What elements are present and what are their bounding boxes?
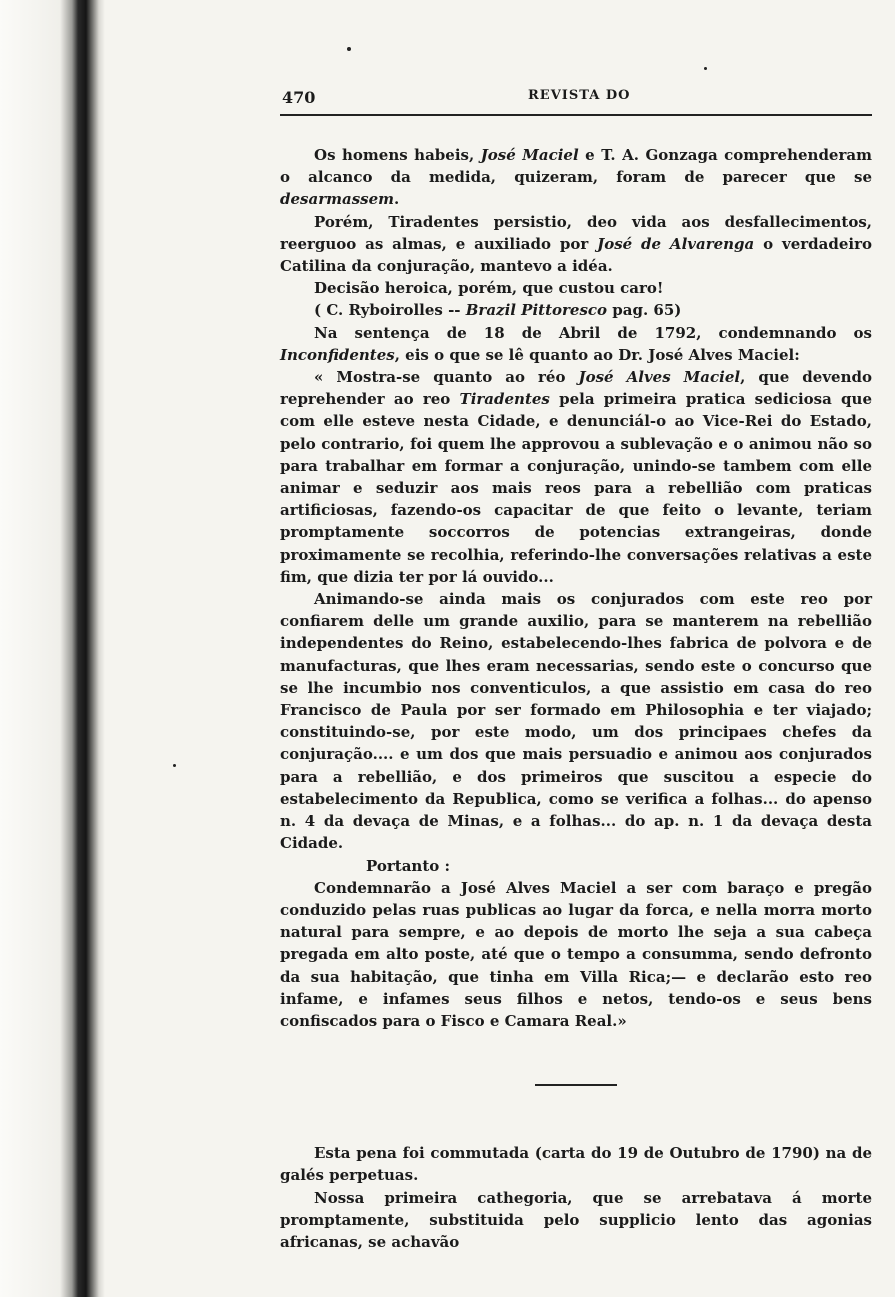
page-body: [280, 144, 872, 1253]
quoted-sentence: Animando-se ainda mais os conjurados com este reo por confiarem delle um grande auxilio, para se manterem na rebellião independentes do Reino, estabelecendo-lhes fabrica de polvora e de manufacturas, que lhes eram necessarias, sendo este o concurso que se lhe incumbio nos conventiculos, a que assistio em casa do reo Francisco de Paula por ser formado em Philosophia e ter viajado; constituindo-se, por este modo, um dos principaes chefes da conjuração.... e um dos que mais persuadio e animou aos conjurados para a rebellião, e dos primeiros que suscitou a especie do estabelecimento da Republica, como se verifica a folhas... do apenso n. 4 da devaça de Minas, e a folhas... do ap. n. 1 da devaça desta Cidade.: [280, 590, 872, 853]
paragraph: Porém, Tiradentes persistio, deo vida aos desfallecimentos, reerguoo as almas, e auxiliado por José de Alvarenga o verdadeiro Catilina da conjuração, mantevo a idéa.: [280, 212, 872, 276]
paragraph: Esta pena foi commutada (carta do 19 de Outubro de 1790) na de galés perpetuas.: [280, 1144, 872, 1185]
section-divider: [535, 1084, 617, 1086]
paragraph: Decisão heroica, porém, que custou caro!: [314, 279, 664, 298]
quoted-sentence: « Mostra-se quanto ao réo José Alves Maciel, que devendo reprehender ao reo Tiradentes pela primeira pratica sediciosa que com elle esteve nesta Cidade, e denunciál-o ao Vice-Rei do Estado, pelo contrario, foi quem lhe approvou a sublevação e o animou não so para trabalhar em formar a conjuração, unindo-se tambem com elle animar e seduzir aos mais reos para a rebellião com praticas artificiosas, fazendo-os capacitar de que feito o levante, teriam promptamente soccorros de potencias extrangeiras, donde proximamente se recolhia, referindo-lhe conversações relativas a este fim, que dizia ter por lá ouvido...: [280, 368, 872, 586]
citation: ( C. Ryboirolles -- Brazil Pittoresco pag. 65): [314, 301, 682, 320]
page-header: [280, 80, 872, 116]
paragraph: Os homens habeis, José Maciel e T. A. Gonzaga comprehenderam o alcanco da medida, quizeram, foram de parecer que se desarmassem.: [280, 146, 872, 209]
book-binding-gutter: [0, 0, 105, 1297]
print-speck: [347, 47, 351, 51]
quoted-sentence: Condemnarão a José Alves Maciel a ser com baraço e pregão conduzido pelas ruas publicas ao lugar da forca, e nella morra morto natural para sempre, e ao depois de morto lhe seja a sua cabeça pregada em alto poste, até que o tempo a consumma, sendo defronto da sua habitação, que tinha em Villa Rica;— e declarão esto reo infame, e infames seus filhos e netos, tendo-os e seus bens confiscados para o Fisco e Camara Real.»: [280, 878, 872, 1030]
print-speck: [173, 764, 176, 767]
book-page: [280, 80, 872, 1253]
sentence-heading: Portanto :: [366, 856, 451, 875]
running-title: REVISTA DO: [528, 88, 631, 103]
print-speck: [704, 67, 707, 70]
paragraph: Nossa primeira cathegoria, que se arrebatava á morte promptamente, substituida pelo supplicio lento das agonias africanas, se achavão: [280, 1188, 872, 1251]
paragraph: Na sentença de 18 de Abril de 1792, condemnando os Inconfidentes, eis o que se lê quanto ao Dr. José Alves Maciel:: [280, 323, 872, 364]
page-number: 470: [282, 88, 316, 107]
